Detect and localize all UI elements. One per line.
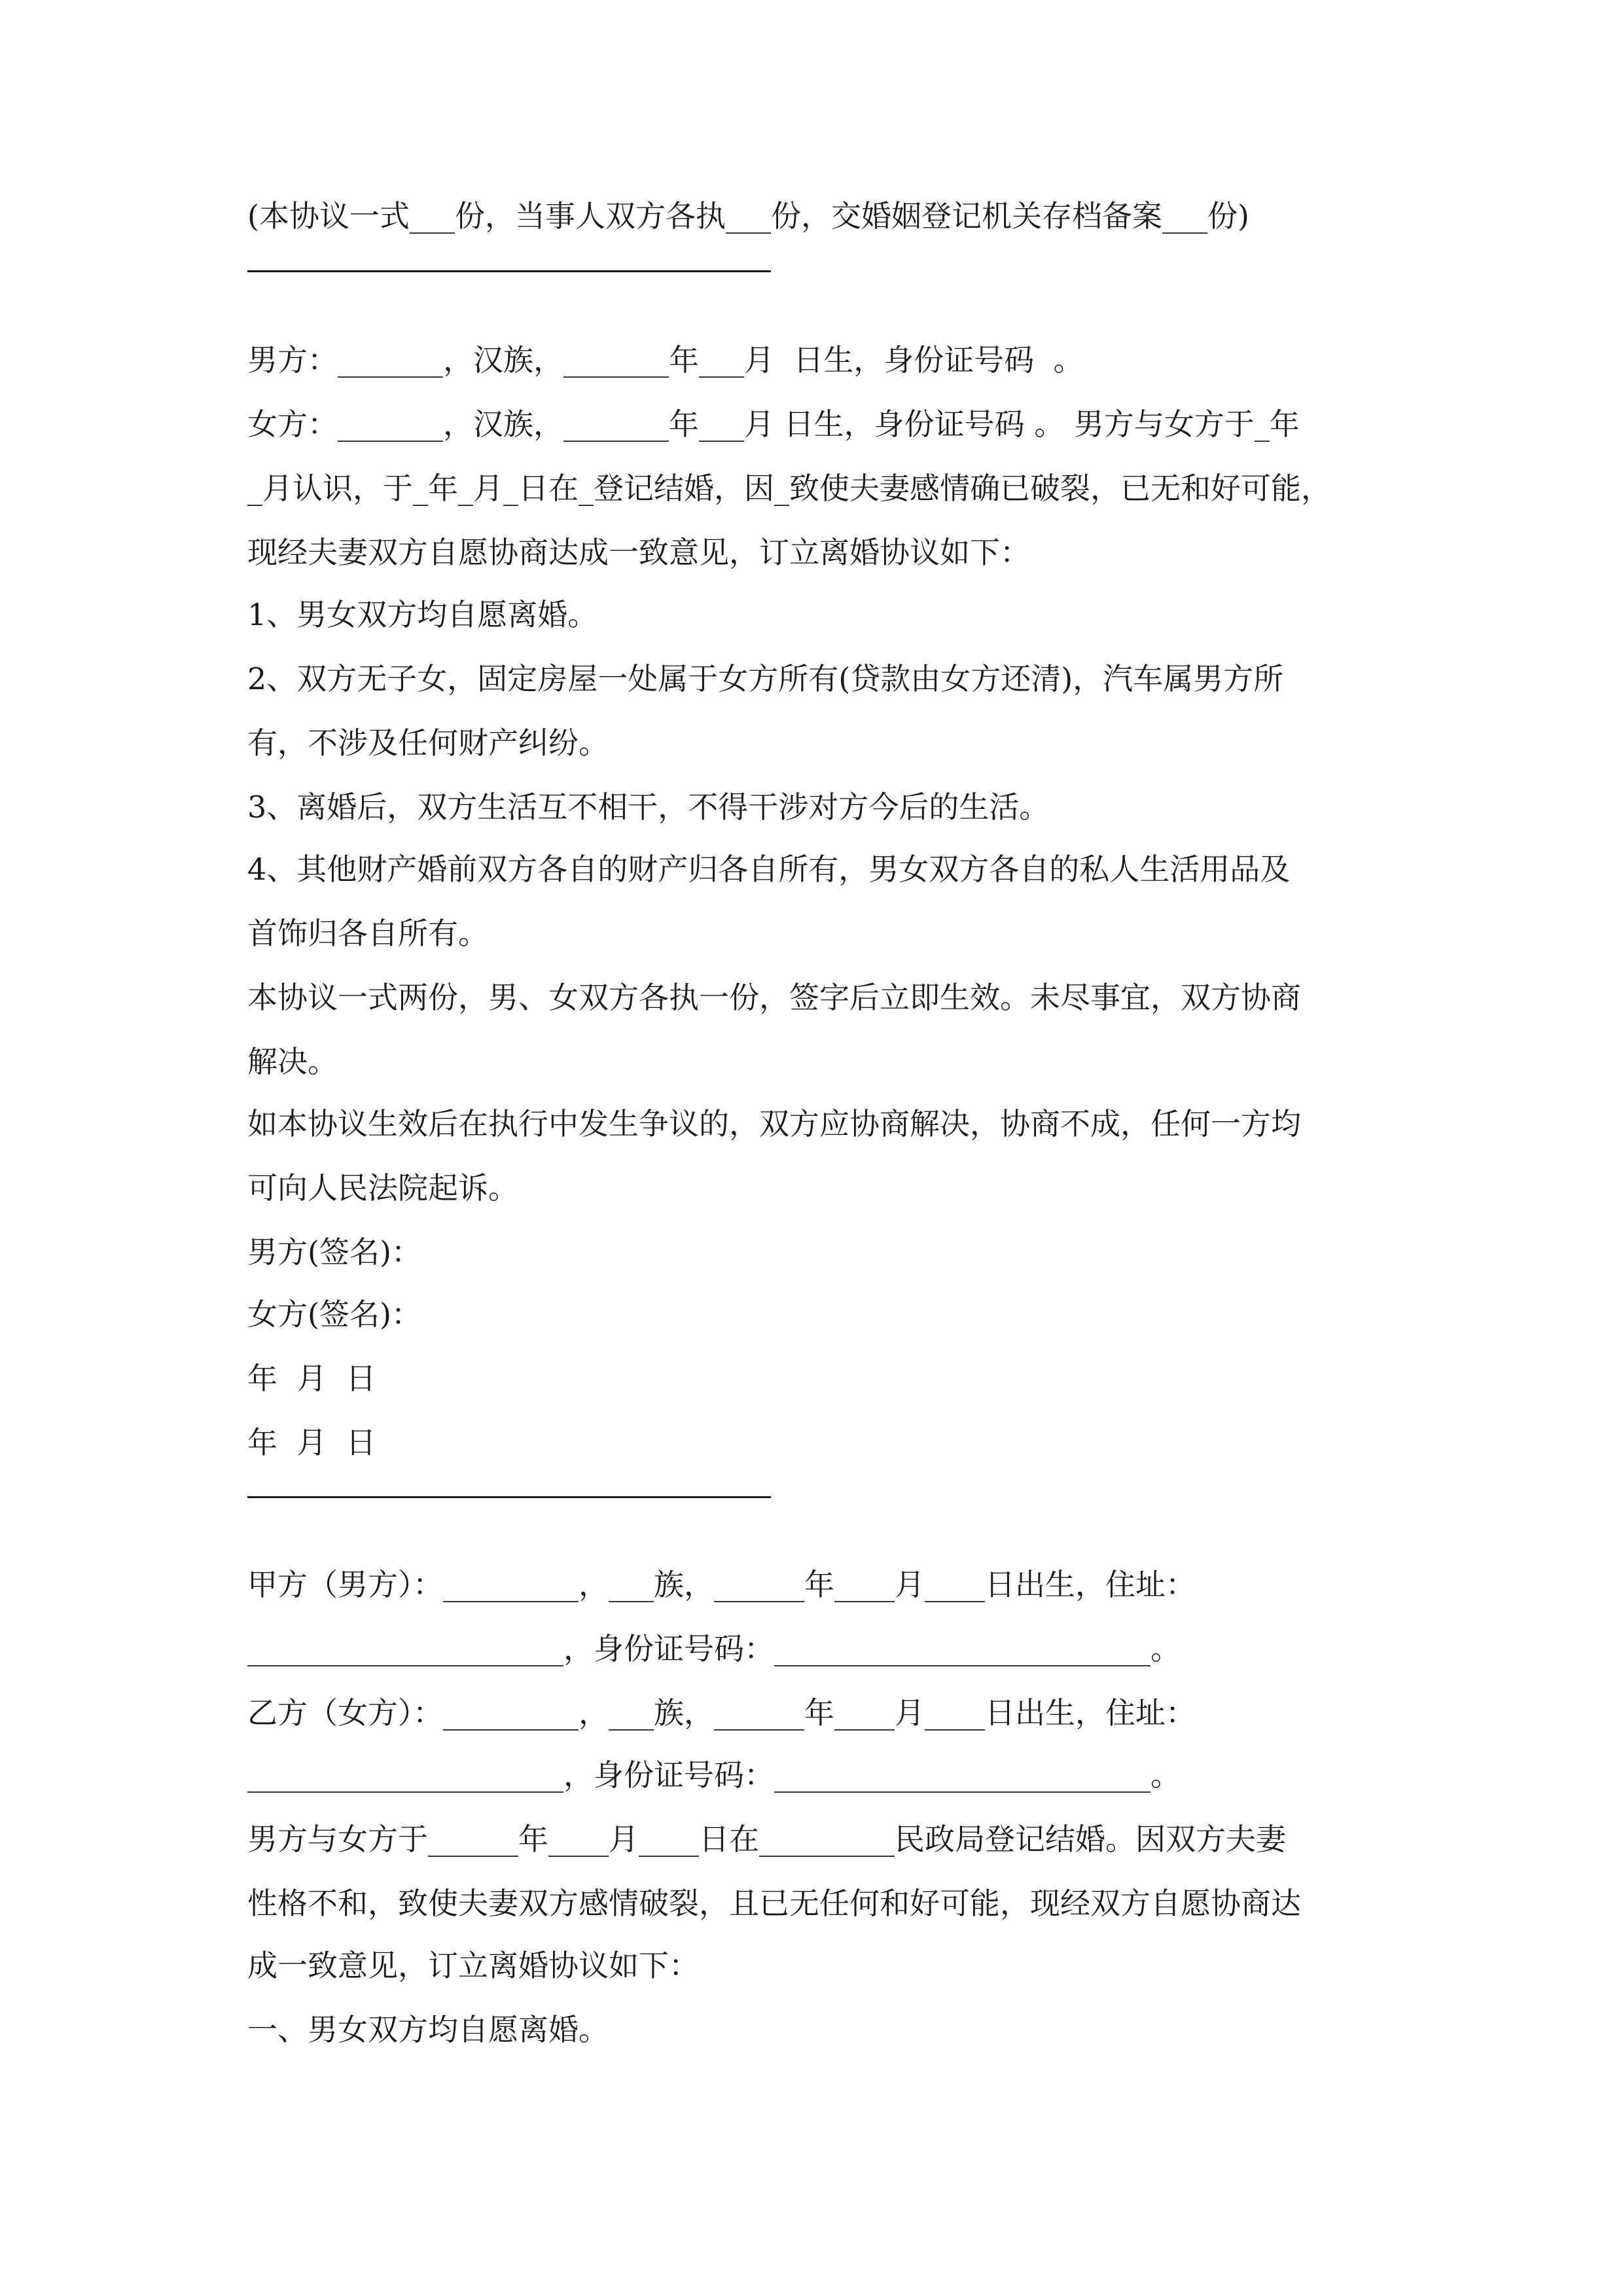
agreement1-dispute-clause: 如本协议生效后在执行中发生争议的，双方应协商解决，协商不成，任何一方均 bbox=[247, 1106, 1301, 1141]
agreement1-copies-clause-cont: 解决。 bbox=[247, 1044, 338, 1079]
agreement1-copies-clause: 本协议一式两份，男、女双方各执一份，签字后立即生效。未尽事宜，双方协商 bbox=[247, 980, 1301, 1015]
agreement1-female-party: 女方：_______，汉族，_______年___月 日生，身份证号码 。 男方与女方于_年 bbox=[247, 406, 1300, 442]
agreement1-clause-2: 2、双方无子女，固定房屋一处属于女方所有(贷款由女方还清)，汽车属男方所 bbox=[247, 661, 1284, 696]
agreement2-party-b-id: _____________________，身份证号码：_________________________。 bbox=[247, 1757, 1181, 1793]
agreement1-clause-4-cont: 首饰归各自所有。 bbox=[247, 916, 488, 951]
agreement2-party-b: 乙方（女方）：_________，___族，______年____月____日出生，住址： bbox=[247, 1695, 1196, 1731]
agreement2-marriage-text-cont: 性格不和，致使夫妻双方感情破裂，且已无任何和好可能，现经双方自愿协商达 bbox=[247, 1886, 1301, 1921]
agreement2-clause-1: 一、男女双方均自愿离婚。 bbox=[247, 2012, 609, 2047]
agreement1-clause-2-cont: 有，不涉及任何财产纠纷。 bbox=[247, 725, 609, 761]
separator-rule-top bbox=[247, 270, 771, 272]
agreement2-party-a: 甲方（男方）：_________，___族，______年____月____日出生，住址： bbox=[247, 1567, 1196, 1602]
agreement1-clause-3: 3、离婚后，双方生活互不相干，不得干涉对方今后的生活。 bbox=[247, 789, 1050, 825]
agreement2-marriage-text: 男方与女方于______年____月____日在_________民政局登记结婚。因双方夫妻 bbox=[247, 1821, 1286, 1857]
agreement1-male-party: 男方：_______，汉族，_______年___月 日生，身份证号码 。 bbox=[247, 342, 1084, 378]
separator-rule-middle bbox=[247, 1496, 771, 1498]
female-signature-label: 女方(签名)： bbox=[247, 1297, 421, 1332]
agreement1-clause-4: 4、其他财产婚前双方各自的财产归各自所有，男女双方各自的私人生活用品及 bbox=[247, 852, 1291, 887]
copies-note: (本协议一式___份，当事人双方各执___份，交婚姻登记机关存档备案___份) bbox=[247, 198, 1249, 234]
agreement1-clause-1: 1、男女双方均自愿离婚。 bbox=[247, 597, 598, 632]
date-line-1: 年 月 日 bbox=[247, 1361, 376, 1396]
male-signature-label: 男方(签名)： bbox=[247, 1234, 421, 1270]
agreement1-marriage-text-cont: 现经夫妻双方自愿协商达成一致意见，订立离婚协议如下： bbox=[247, 535, 1030, 570]
agreement2-marriage-text-end: 成一致意见，订立离婚协议如下： bbox=[247, 1948, 699, 1983]
agreement1-dispute-clause-cont: 可向人民法院起诉。 bbox=[247, 1170, 518, 1206]
agreement1-marriage-text: _月认识，于_年_月_日在_登记结婚，因_致使夫妻感情确已破裂，已无和好可能， bbox=[247, 471, 1331, 506]
date-line-2: 年 月 日 bbox=[247, 1425, 376, 1460]
agreement2-party-a-id: _____________________，身份证号码：_________________________。 bbox=[247, 1631, 1181, 1666]
